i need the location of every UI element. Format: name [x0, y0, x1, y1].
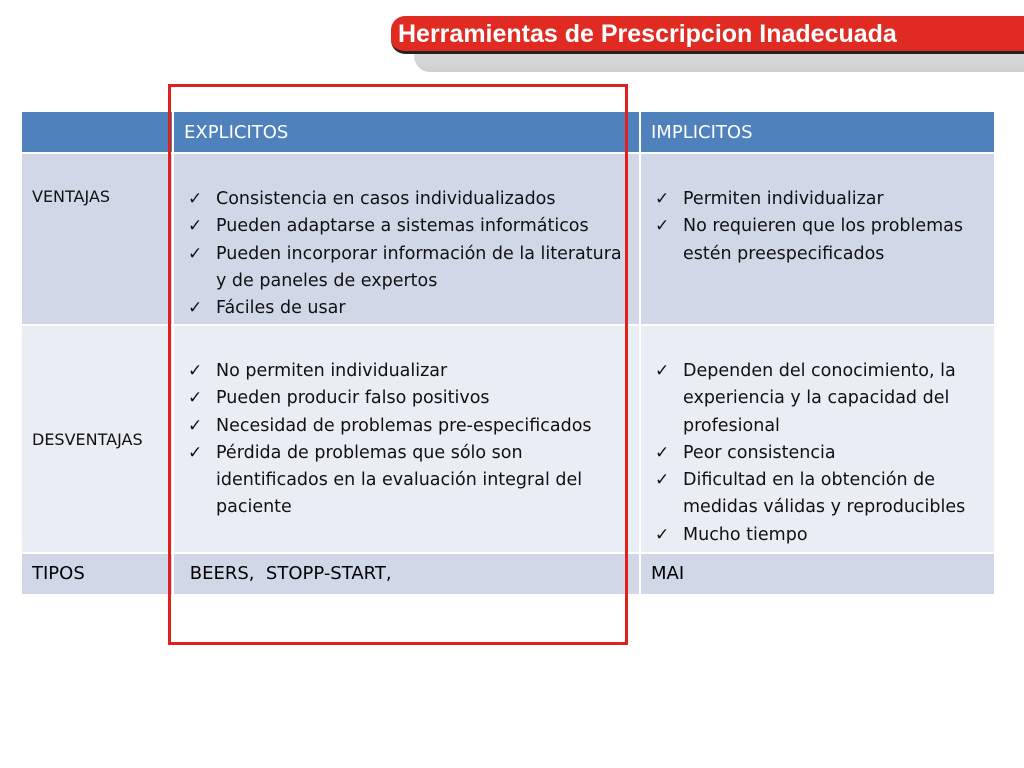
- list-item: [188, 385, 631, 412]
- list-item-text: Dependen del conocimiento, la experiencia y la capacidad del profesional: [683, 361, 956, 436]
- table-header-row: [22, 112, 994, 152]
- list-item: [655, 522, 986, 549]
- table-row-desventajas: [22, 326, 994, 552]
- checkmark-icon: ✓: [655, 524, 670, 545]
- checkmark-icon: ✓: [188, 189, 203, 209]
- tipos-explicitos-cell: BEERS, STOPP-START,: [174, 554, 639, 594]
- header-explicitos: EXPLICITOS: [174, 112, 639, 152]
- list-item-text: Pueden adaptarse a sistemas informáticos: [216, 216, 589, 237]
- list-item: [188, 440, 631, 522]
- list-item-text: Pueden producir falso positivos: [216, 388, 490, 409]
- desventajas-explicitos-list: [174, 326, 639, 522]
- comparison-table: [20, 110, 996, 596]
- checkmark-icon: ✓: [188, 442, 203, 463]
- checkmark-icon: ✓: [188, 361, 203, 381]
- table-row-ventajas: [22, 154, 994, 324]
- row-label-ventajas: VENTAJAS: [22, 154, 172, 324]
- list-item-text: Peor consistencia: [683, 442, 836, 463]
- row-label-tipos: TIPOS: [22, 554, 172, 594]
- ventajas-explicitos-cell: [174, 154, 639, 324]
- list-item-text: Pérdida de problemas que sólo son identificados en la evaluación integral del paciente: [216, 442, 583, 518]
- list-item-text: Consistencia en casos individualizados: [216, 189, 556, 209]
- ventajas-explicitos-list: [174, 154, 639, 322]
- tipos-implicitos-cell: MAI: [641, 554, 994, 594]
- list-item: [655, 213, 986, 268]
- header-empty-cell: [22, 112, 172, 152]
- list-item-text: No requieren que los problemas estén preespecificados: [683, 216, 964, 264]
- checkmark-icon: ✓: [188, 388, 203, 409]
- row-label-desventajas: DESVENTAJAS: [22, 326, 172, 552]
- checkmark-icon: ✓: [655, 442, 670, 463]
- list-item-text: Fáciles de usar: [216, 298, 346, 319]
- checkmark-icon: ✓: [655, 361, 670, 381]
- checkmark-icon: ✓: [188, 415, 203, 436]
- desventajas-explicitos-cell: [174, 326, 639, 552]
- list-item-text: Mucho tiempo: [683, 524, 808, 545]
- list-item-text: Pueden incorporar información de la literatura y de paneles de expertos: [216, 243, 622, 291]
- list-item: [655, 186, 986, 213]
- list-item-text: Dificultad en la obtención de medidas válidas y reproducibles: [683, 470, 966, 518]
- slide-title: Herramientas de Prescripcion Inadecuada: [398, 20, 897, 48]
- header-implicitos: IMPLICITOS: [641, 112, 994, 152]
- table-row-tipos: [22, 554, 994, 594]
- list-item: [188, 213, 631, 240]
- list-item: [188, 295, 631, 322]
- desventajas-implicitos-cell: [641, 326, 994, 552]
- checkmark-icon: ✓: [188, 298, 203, 319]
- list-item: [188, 413, 631, 440]
- list-item: [655, 358, 986, 440]
- checkmark-icon: ✓: [655, 216, 670, 237]
- checkmark-icon: ✓: [188, 216, 203, 237]
- list-item: [188, 186, 631, 213]
- list-item: [655, 440, 986, 467]
- ventajas-implicitos-list: [641, 154, 994, 268]
- checkmark-icon: ✓: [188, 243, 203, 264]
- list-item: [188, 358, 631, 385]
- list-item-text: Permiten individualizar: [683, 189, 884, 209]
- list-item: [188, 241, 631, 296]
- list-item-text: No permiten individualizar: [216, 361, 448, 381]
- list-item-text: Necesidad de problemas pre-especificados: [216, 415, 592, 436]
- checkmark-icon: ✓: [655, 470, 670, 491]
- checkmark-icon: ✓: [655, 189, 670, 209]
- list-item: [655, 467, 986, 522]
- ventajas-implicitos-cell: [641, 154, 994, 324]
- desventajas-implicitos-list: [641, 326, 994, 549]
